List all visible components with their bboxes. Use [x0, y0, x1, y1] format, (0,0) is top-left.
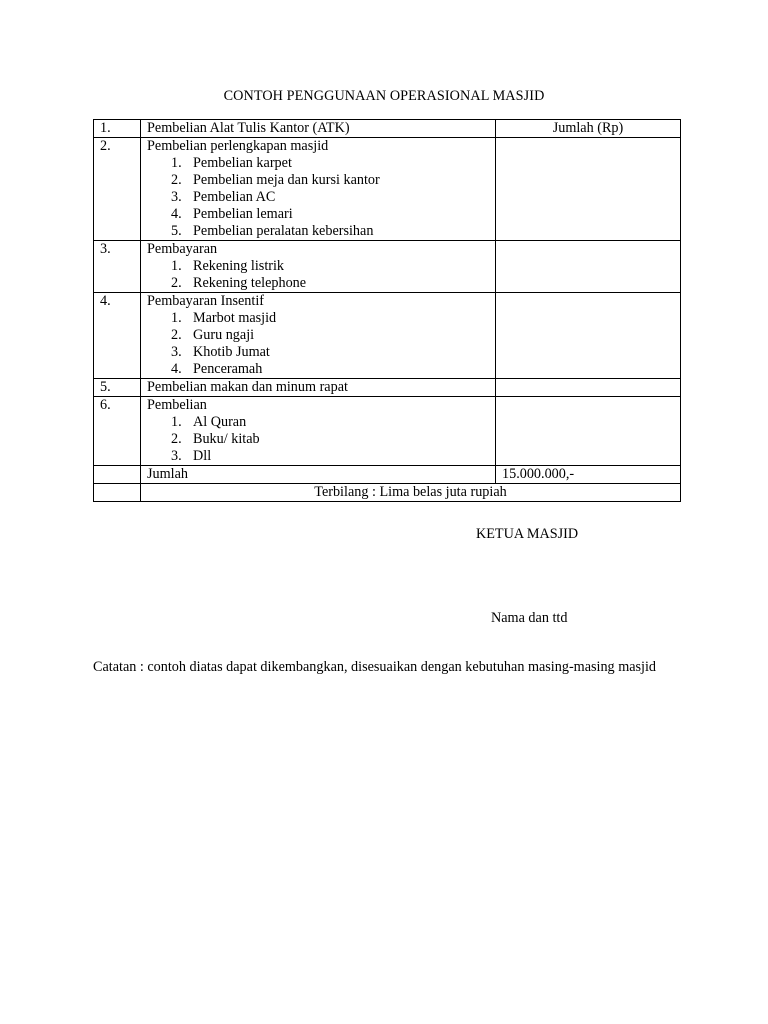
sub-list: [147, 414, 495, 465]
list-number: 1.: [171, 310, 182, 326]
list-item: [147, 344, 495, 361]
list-number: 5.: [171, 223, 182, 239]
list-item: [147, 431, 495, 448]
list-text: Pembelian karpet: [193, 155, 292, 171]
list-number: 4.: [171, 206, 182, 222]
list-number: 2.: [171, 327, 182, 343]
list-text: Pembelian AC: [193, 189, 276, 205]
note-text: Catatan : contoh diatas dapat dikembangkan, disesuaikan dengan kebutuhan masing-masing masjid: [93, 659, 657, 675]
row-item: Pembayaran Insentif: [147, 293, 265, 309]
row-item: Pembayaran: [147, 241, 218, 257]
table-row: [94, 138, 681, 241]
sub-list: [147, 258, 495, 292]
list-number: 3.: [171, 344, 182, 360]
list-text: Penceramah: [193, 361, 263, 377]
row-number: 3.: [94, 241, 141, 293]
total-row: [94, 466, 681, 484]
list-item: [147, 172, 495, 189]
list-text: Pembelian peralatan kebersihan: [193, 223, 374, 239]
list-text: Dll: [193, 448, 212, 464]
list-item: [147, 206, 495, 223]
row-item-cell: [141, 241, 496, 293]
list-number: 2.: [171, 172, 182, 188]
table-row: [94, 293, 681, 379]
list-text: Pembelian meja dan kursi kantor: [193, 172, 380, 188]
list-item: [147, 258, 495, 275]
list-item: [147, 448, 495, 465]
row-item-cell: [141, 293, 496, 379]
list-text: Al Quran: [193, 414, 247, 430]
list-number: 1.: [171, 258, 182, 274]
list-number: 1.: [171, 414, 182, 430]
row-number: 6.: [94, 397, 141, 466]
row-item: Pembelian: [147, 397, 207, 413]
list-item: [147, 361, 495, 378]
list-text: Pembelian lemari: [193, 206, 293, 222]
list-number: 2.: [171, 275, 182, 291]
total-label: Jumlah: [141, 466, 496, 484]
sub-list: [147, 155, 495, 240]
spelled-amount: Terbilang : Lima belas juta rupiah: [141, 484, 681, 502]
row-number: [94, 484, 141, 502]
amount-cell: [496, 379, 681, 397]
table-row: [94, 379, 681, 397]
row-item: Pembelian perlengkapan masjid: [147, 138, 329, 154]
list-item: [147, 223, 495, 240]
list-number: 3.: [171, 448, 182, 464]
sub-list: [147, 310, 495, 378]
spelled-row: [94, 484, 681, 502]
list-text: Marbot masjid: [193, 310, 277, 326]
list-number: 2.: [171, 431, 182, 447]
list-item: [147, 310, 495, 327]
signature-name: Nama dan ttd: [491, 610, 568, 626]
table-row: [94, 397, 681, 466]
row-item: Pembelian Alat Tulis Kantor (ATK): [141, 120, 496, 138]
amount-header: Jumlah (Rp): [496, 120, 681, 138]
table-row: [94, 120, 681, 138]
list-item: [147, 327, 495, 344]
amount-cell: [496, 138, 681, 241]
list-text: Rekening telephone: [193, 275, 307, 291]
row-item: Pembelian makan dan minum rapat: [141, 379, 496, 397]
table-row: [94, 241, 681, 293]
list-text: Khotib Jumat: [193, 344, 270, 360]
budget-table: [93, 119, 681, 502]
row-number: 2.: [94, 138, 141, 241]
list-text: Buku/ kitab: [193, 431, 260, 447]
document-title: CONTOH PENGGUNAAN OPERASIONAL MASJID: [223, 88, 545, 104]
row-number: 4.: [94, 293, 141, 379]
amount-cell: [496, 293, 681, 379]
list-number: 4.: [171, 361, 182, 377]
list-item: [147, 275, 495, 292]
amount-cell: [496, 241, 681, 293]
list-number: 3.: [171, 189, 182, 205]
total-value: 15.000.000,-: [496, 466, 681, 484]
list-item: [147, 414, 495, 431]
list-text: Rekening listrik: [193, 258, 285, 274]
amount-cell: [496, 397, 681, 466]
row-item-cell: [141, 138, 496, 241]
list-item: [147, 155, 495, 172]
list-number: 1.: [171, 155, 182, 171]
list-item: [147, 189, 495, 206]
row-number: [94, 466, 141, 484]
list-text: Guru ngaji: [193, 327, 255, 343]
row-item-cell: [141, 397, 496, 466]
signature-role: KETUA MASJID: [476, 526, 579, 542]
row-number: 5.: [94, 379, 141, 397]
row-number: 1.: [94, 120, 141, 138]
